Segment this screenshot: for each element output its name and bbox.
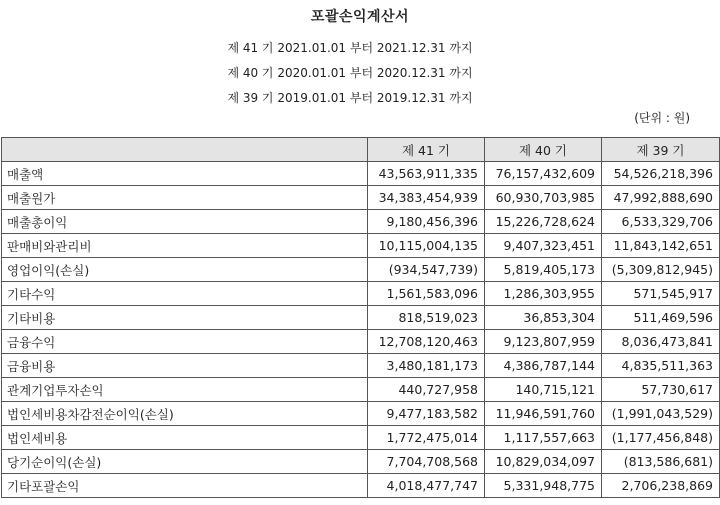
fiscal-periods: [150, 38, 550, 113]
row-label: 법인세비용차감전순이익(손실): [2, 402, 368, 426]
table-row: [2, 306, 720, 330]
row-value: 10,115,004,135: [368, 234, 485, 258]
row-value: 54,526,218,396: [602, 162, 720, 186]
row-label: 금융수익: [2, 330, 368, 354]
row-value: 3,480,181,173: [368, 354, 485, 378]
row-value: 76,157,432,609: [485, 162, 602, 186]
row-value: 11,843,142,651: [602, 234, 720, 258]
row-value: 511,469,596: [602, 306, 720, 330]
row-value: 11,946,591,760: [485, 402, 602, 426]
fiscal-period-40: 제 40 기 2020.01.01 부터 2020.12.31 까지: [227, 66, 473, 80]
row-value: 1,772,475,014: [368, 426, 485, 450]
table-row: [2, 162, 720, 186]
table-row: [2, 426, 720, 450]
row-value: 571,545,917: [602, 282, 720, 306]
table-row: [2, 186, 720, 210]
fiscal-period-41: 제 41 기 2021.01.01 부터 2021.12.31 까지: [227, 41, 473, 55]
row-value: 15,226,728,624: [485, 210, 602, 234]
row-value: 1,286,303,955: [485, 282, 602, 306]
table-row: [2, 378, 720, 402]
table-row: [2, 330, 720, 354]
row-value: 4,386,787,144: [485, 354, 602, 378]
row-label: 기타비용: [2, 306, 368, 330]
table-row: [2, 234, 720, 258]
header-label-column: [2, 138, 368, 162]
row-value: 9,407,323,451: [485, 234, 602, 258]
row-value: 9,180,456,396: [368, 210, 485, 234]
table-row: [2, 474, 720, 498]
row-value: 60,930,703,985: [485, 186, 602, 210]
row-value: 9,123,807,959: [485, 330, 602, 354]
row-value: 9,477,183,582: [368, 402, 485, 426]
row-value: 47,992,888,690: [602, 186, 720, 210]
row-value: 440,727,958: [368, 378, 485, 402]
row-value: 5,331,948,775: [485, 474, 602, 498]
row-value: 1,117,557,663: [485, 426, 602, 450]
row-label: 관계기업투자손익: [2, 378, 368, 402]
row-label: 매출총이익: [2, 210, 368, 234]
row-value: 1,561,583,096: [368, 282, 485, 306]
row-label: 금융비용: [2, 354, 368, 378]
table-header-row: [2, 138, 720, 162]
row-value: (934,547,739): [368, 258, 485, 282]
row-value: 7,704,708,568: [368, 450, 485, 474]
row-value: 34,383,454,939: [368, 186, 485, 210]
row-value: 5,819,405,173: [485, 258, 602, 282]
row-value: 818,519,023: [368, 306, 485, 330]
row-value: 4,018,477,747: [368, 474, 485, 498]
row-value: 10,829,034,097: [485, 450, 602, 474]
row-label: 판매비와관리비: [2, 234, 368, 258]
row-value: 140,715,121: [485, 378, 602, 402]
row-label: 기타포괄손익: [2, 474, 368, 498]
header-period-40: 제 40 기: [485, 138, 602, 162]
row-value: 2,706,238,869: [602, 474, 720, 498]
row-value: (1,177,456,848): [602, 426, 720, 450]
income-statement-table: [1, 137, 720, 498]
row-value: (813,586,681): [602, 450, 720, 474]
row-value: 36,853,304: [485, 306, 602, 330]
row-value: 57,730,617: [602, 378, 720, 402]
table-row: [2, 450, 720, 474]
header-period-39: 제 39 기: [602, 138, 720, 162]
table-row: [2, 354, 720, 378]
unit-label: (단위 : 원): [634, 111, 690, 125]
row-value: 6,533,329,706: [602, 210, 720, 234]
row-label: 매출액: [2, 162, 368, 186]
fiscal-period-39: 제 39 기 2019.01.01 부터 2019.12.31 까지: [227, 91, 473, 105]
row-label: 매출원가: [2, 186, 368, 210]
row-value: 12,708,120,463: [368, 330, 485, 354]
row-label: 영업이익(손실): [2, 258, 368, 282]
header-period-41: 제 41 기: [368, 138, 485, 162]
row-label: 기타수익: [2, 282, 368, 306]
page-title: 포괄손익계산서: [310, 9, 410, 25]
row-value: (1,991,043,529): [602, 402, 720, 426]
row-label: 당기순이익(손실): [2, 450, 368, 474]
table-row: [2, 282, 720, 306]
row-value: 4,835,511,363: [602, 354, 720, 378]
row-value: (5,309,812,945): [602, 258, 720, 282]
table-row: [2, 402, 720, 426]
table-row: [2, 258, 720, 282]
row-label: 법인세비용: [2, 426, 368, 450]
row-value: 43,563,911,335: [368, 162, 485, 186]
table-row: [2, 210, 720, 234]
row-value: 8,036,473,841: [602, 330, 720, 354]
